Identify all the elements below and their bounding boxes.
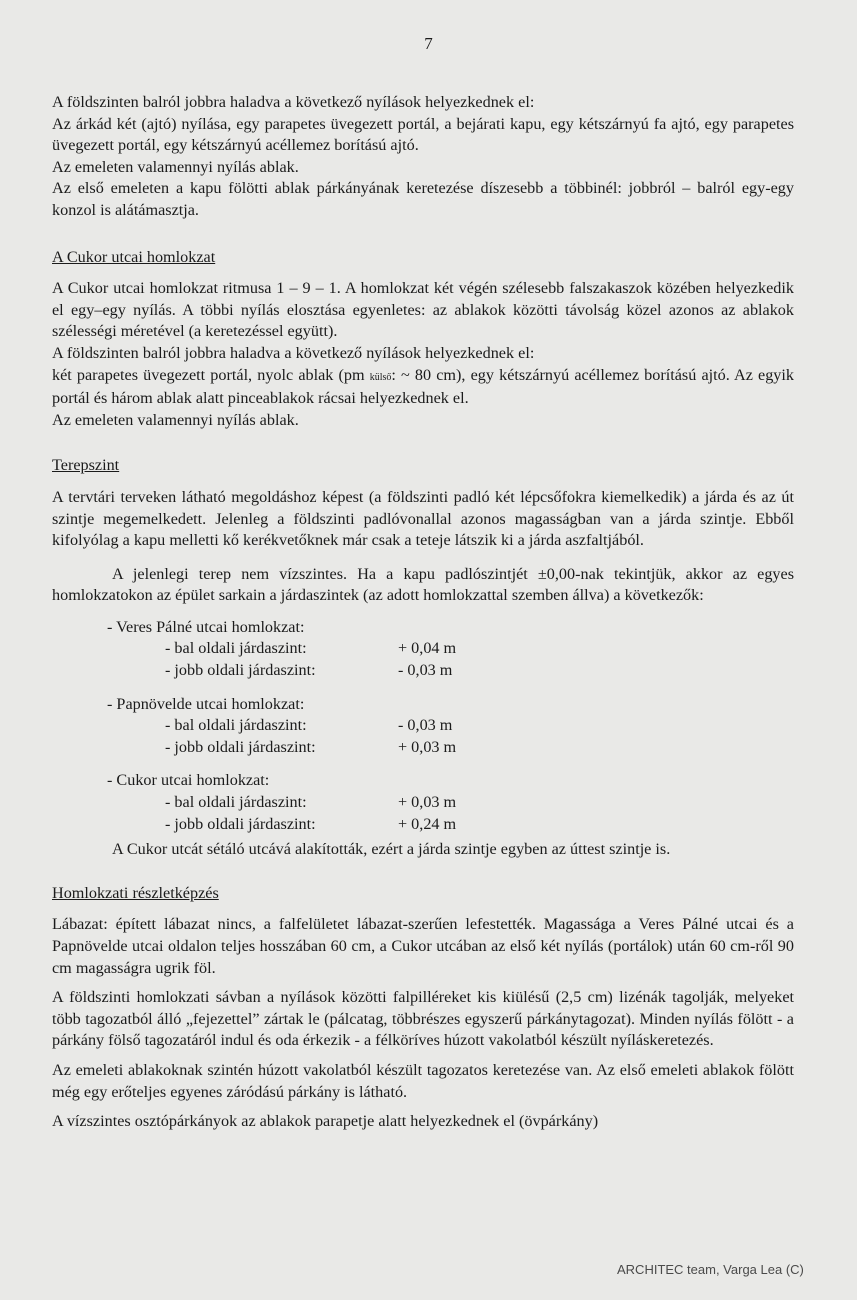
- level-row: [52, 638, 794, 660]
- document-body: [52, 92, 794, 1133]
- heading-homlokzati-reszletkepzes: Homlokzati részletképzés: [52, 883, 219, 902]
- level-value: - 0,03 m: [398, 661, 453, 680]
- level-value: + 0,03 m: [398, 793, 457, 812]
- cukor-paragraph-3: két parapetes üvegezett portál, nyolc ablak (pm külső: ~ 80 cm), egy kétszárnyú acéllemez borítású ajtó. Az egyik portál és három ablak alatt pinceablakok rácsai helyezkednek el.: [52, 365, 794, 408]
- level-row: [52, 737, 794, 759]
- level-label: - bal oldali járdaszint:: [165, 716, 307, 735]
- copyright-watermark: ARCHITEC team, Varga Lea (C): [617, 1262, 804, 1277]
- cukor-paragraph-1: A Cukor utcai homlokzat ritmusa 1 – 9 – 1. A homlokzat két végén szélesebb falszakaszok közében helyezkedik el egy–egy nyílás. A többi nyílás elosztása egyenletes: az ablakok közötti távolság közel azonos az ablakok szélességi méretével (a keretezéssel együtt).: [52, 279, 794, 341]
- cukor-paragraph-2: A földszinten balról jobbra haladva a következő nyílások helyezkednek el:: [52, 343, 535, 362]
- intro-line-4: Az első emeleten a kapu fölötti ablak párkányának keretezése díszesebb a többinél: jobbról – balról egy-egy konzol is alátámasztja.: [52, 179, 794, 219]
- cukor-paragraph-4: Az emeleten valamennyi nyílás ablak.: [52, 410, 299, 429]
- level-group-veres-palne: [52, 617, 794, 682]
- reszlet-paragraph-3: Az emeleti ablakoknak szintén húzott vakolatból készült tagozatos keretezése van. Az első emeleti ablakok fölött még egy erőteljes egyenes záródású párkány is látható.: [52, 1060, 794, 1101]
- reszlet-paragraph-4: A vízszintes osztópárkányok az ablakok parapetje alatt helyezkednek el (övpárkány): [52, 1112, 599, 1131]
- subscript-kulso: külső: [369, 371, 392, 383]
- intro-line-2: Az árkád két (ajtó) nyílása, egy parapetes üvegezett portál, a bejárati kapu, egy kétszárnyú fa ajtó, egy parapetes üvegezett portál, egy kétszárnyú acéllemez borítású ajtó.: [52, 114, 794, 155]
- level-row: [52, 792, 794, 814]
- level-value: - 0,03 m: [398, 716, 453, 735]
- reszlet-paragraph-1: Lábazat: épített lábazat nincs, a falfelületet lábazat-szerűen lefestették. Magassága a Veres Pálné utcai és a Papnövelde utcai oldalon teljes hosszában 60 cm, a Cukor utcában az első két nyílás (portálok) után 60 cm-ről 90 cm magasságra ugrik föl.: [52, 915, 794, 977]
- intro-line-3: Az emeleten valamennyi nyílás ablak.: [52, 157, 299, 176]
- level-label: - jobb oldali járdaszint:: [165, 661, 316, 680]
- sidewalk-levels: [52, 617, 794, 835]
- level-group-title: - Papnövelde utcai homlokzat:: [107, 694, 305, 713]
- level-group-cukor: [52, 770, 794, 835]
- page-edge: [857, 0, 867, 1300]
- level-group-title: - Veres Pálné utcai homlokzat:: [107, 617, 305, 636]
- level-group-papnovelde: [52, 694, 794, 759]
- terep-paragraph-3: A Cukor utcát sétáló utcává alakították, ezért a járda szintje egyben az úttest szintje is.: [112, 840, 671, 859]
- level-row: [52, 814, 794, 836]
- level-group-title: - Cukor utcai homlokzat:: [107, 771, 270, 790]
- level-label: - bal oldali járdaszint:: [165, 793, 307, 812]
- level-label: - bal oldali járdaszint:: [165, 639, 307, 658]
- page-number: 7: [424, 34, 433, 53]
- level-row: [52, 660, 794, 682]
- level-label: - jobb oldali járdaszint:: [165, 737, 316, 756]
- reszlet-paragraph-2: A földszinti homlokzati sávban a nyílások közötti falpilléreket kis kiülésű (2,5 cm) lizénák tagolják, melyeket több tagozatból álló „fejezettel” zártak le (pálcatag, többrészes egyszerű párkánytagozat). Minden nyílás fölött - a párkány fölső tagozatáról indul és oda érkezik - a félköríves húzott vakolatból készült nyíláskeretezés.: [52, 988, 794, 1050]
- level-value: + 0,03 m: [398, 737, 457, 756]
- level-value: + 0,24 m: [398, 814, 457, 833]
- terep-paragraph-1: A tervtári terveken látható megoldáshoz képest (a földszinti padló két lépcsőfokra kiemelkedik) a járda és az út szintje megemelkedett. Jelenleg a földszinti padlóvonallal azonos magasságban van a járda szintje. Ebből kifolyólag a kapu melletti kő kerékvetőknek már csak a teteje látszik ki a járda aszfaltjából.: [52, 487, 794, 550]
- heading-cukor-facade: A Cukor utcai homlokzat: [52, 247, 216, 266]
- intro-line-1: A földszinten balról jobbra haladva a következő nyílások helyezkednek el:: [52, 93, 535, 111]
- heading-terepszint: Terepszint: [52, 456, 120, 475]
- level-label: - jobb oldali járdaszint:: [165, 814, 316, 833]
- terep-paragraph-2: A jelenlegi terep nem vízszintes. Ha a kapu padlószintjét ±0,00-nak tekintjük, akkor az egyes homlokzatokon az épület sarkain a járdaszintek (az adott homlokzattal szemben állva) a következők:: [52, 564, 794, 605]
- level-value: + 0,04 m: [398, 639, 457, 658]
- level-row: [52, 715, 794, 737]
